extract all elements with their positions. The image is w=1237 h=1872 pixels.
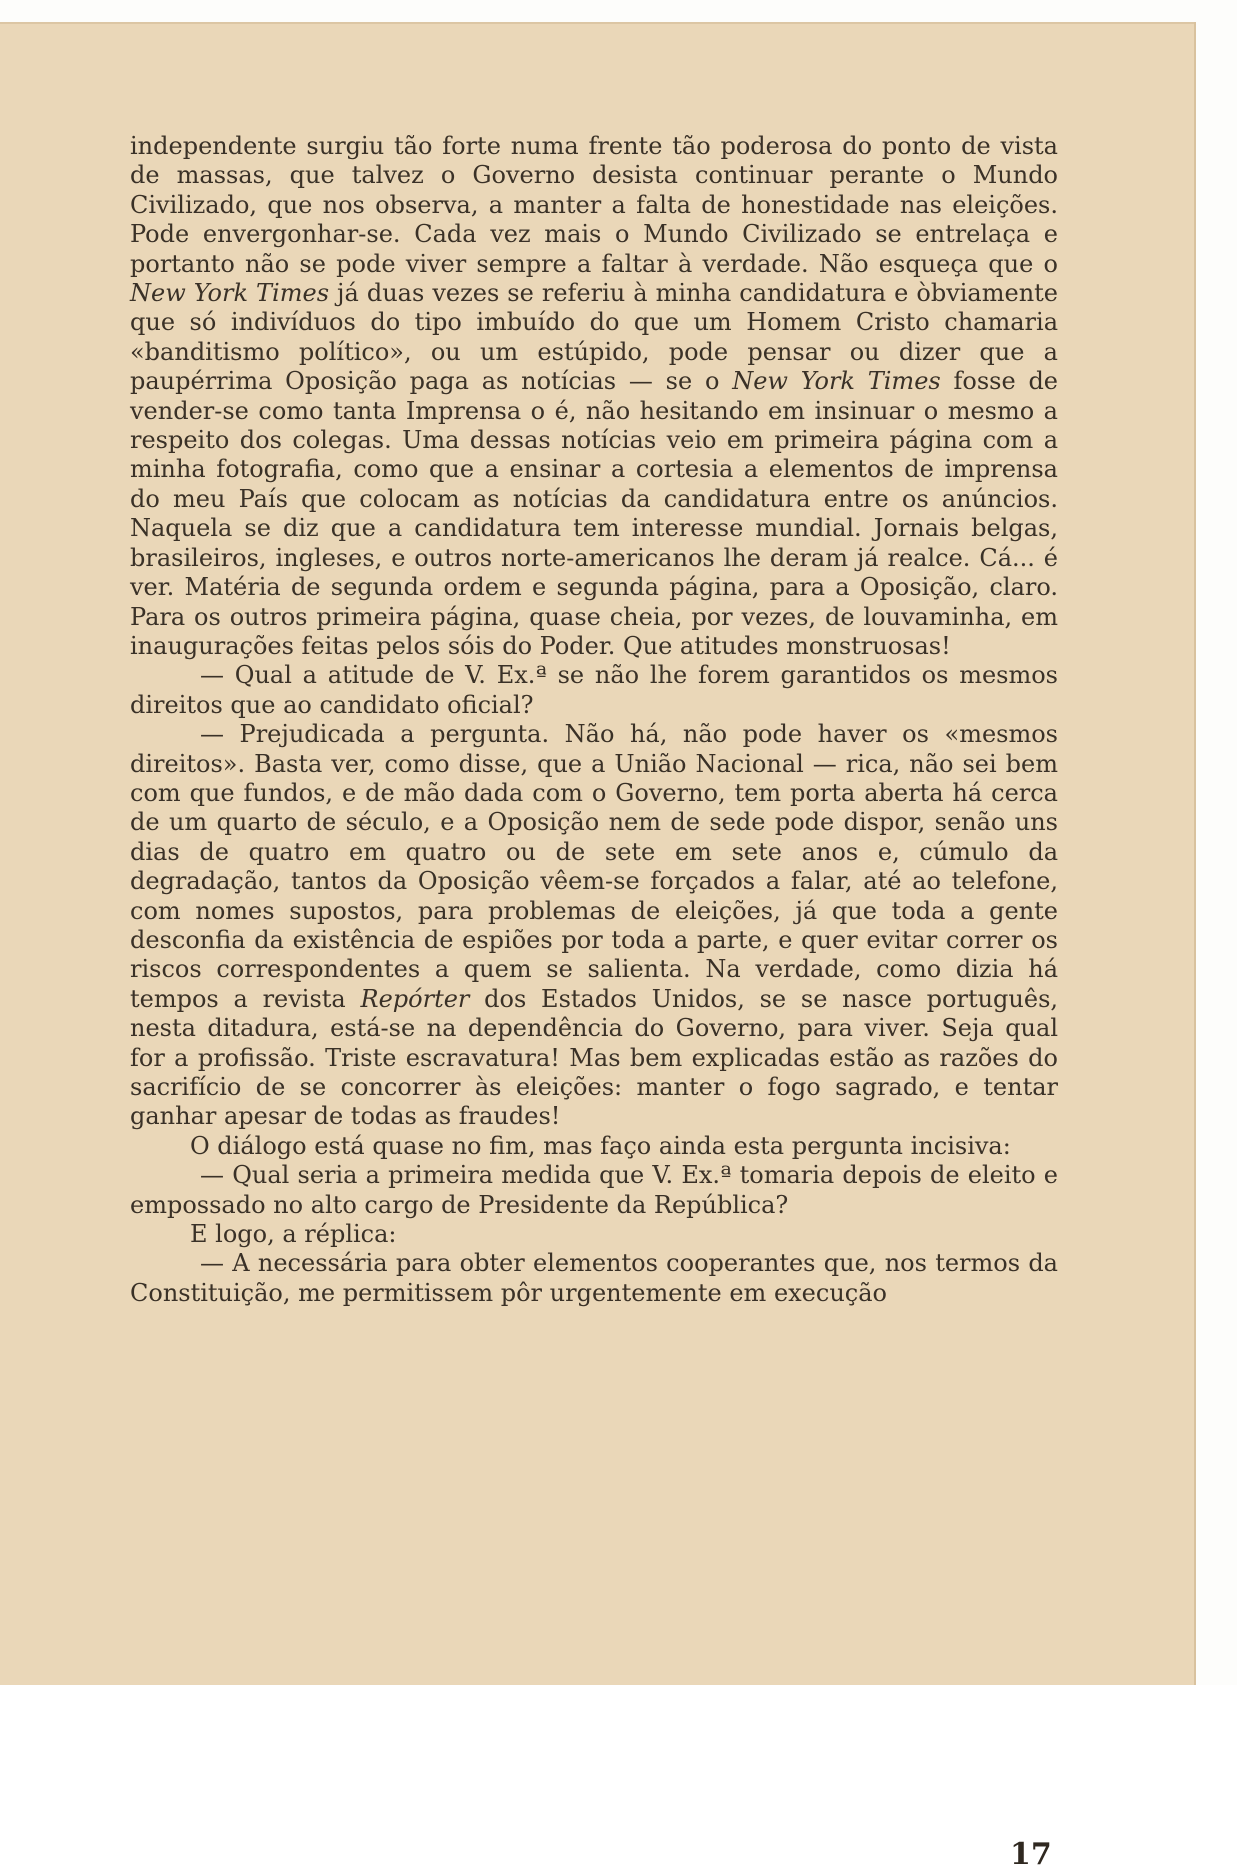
text-segment: — Qual a atitude de V. Ex.ª se não lhe forem garantidos os mesmos direitos que ao candidato oficial? (130, 661, 1058, 719)
text-segment: — A necessária para obter elementos cooperantes que, nos termos da Constituição, me permitissem pôr urgentemente em execução (130, 1249, 1058, 1307)
paragraph-answer-rights (130, 720, 1058, 1132)
text-segment: dos Estados Unidos, se se nasce português, nesta ditadura, está-se na dependência do Governo, para viver. Seja qual for a profissão. Triste escravatura! Mas bem explicadas estão as razões do sacrifício de se concorrer às eleições: manter o fogo sagrado, e tentar ganhar apesar de todas as fraudes! (130, 984, 1059, 1131)
paragraph-question-first-measure (130, 1161, 1058, 1220)
text-segment: — Qual seria a primeira medida que V. Ex.ª tomaria depois de eleito e empossado no alto cargo de Presidente da República? (130, 1161, 1058, 1219)
italic-title-text: New York Times (732, 367, 941, 396)
paragraph-reply-intro (130, 1220, 1058, 1249)
italic-title-text: New York Times (130, 279, 330, 308)
text-segment: O diálogo está quase no fim, mas faço ainda esta pergunta incisiva: (190, 1131, 1011, 1160)
paragraph-question-rights (130, 661, 1058, 720)
book-page (0, 22, 1196, 1872)
page-body-text (130, 132, 1058, 1308)
paragraph-dialogue-end (130, 1132, 1058, 1161)
italic-title-text: Repórter (360, 984, 470, 1013)
text-segment: fosse de vender-se como tanta Imprensa o é, não hesitando em insinuar o mesmo a respeito dos colegas. Uma dessas notícias veio em primeira página com a minha fotografia, como que a ensinar a cortesia a elementos de imprensa do meu País que colocam as notícias da candidatura entre os anúncios. Naquela se diz que a candidatura tem interesse mundial. Jornais belgas, brasileiros, ingleses, e outros norte-americanos lhe deram já realce. Cá... é ver. Matéria de segunda ordem e segunda página, para a Oposição, claro. Para os outros primeira página, quase cheia, por vezes, de louvaminha, em inaugurações feitas pelos sóis do Poder. Que atitudes monstruosas! (130, 367, 1059, 660)
text-segment: independente surgiu tão forte numa frente tão poderosa do ponto de vista de massas, que talvez o Governo desista continuar perante o Mundo Civilizado, que nos observa, a manter a falta de honestidade nas eleições. Pode envergonhar-se. Cada vez mais o Mundo Civilizado se entrelaça e portanto não se pode viver sempre a faltar à verdade. Não esqueça que o (130, 132, 1058, 278)
text-segment: — Prejudicada a pergunta. Não há, não pode haver os «mesmos direitos». Basta ver, como disse, que a União Nacional — rica, não sei bem com que fundos, e de mão dada com o Governo, tem porta aberta há cerca de um quarto de século, e a Oposição nem de sede pode dispor, senão uns dias de quatro em quatro ou de sete em sete anos e, cúmulo da degradação, tantos da Oposição vêem-se forçados a falar, até ao telefone, com nomes supostos, para problemas de eleições, já que toda a gente desconfia da existência de espiões por toda a parte, e quer evitar correr os riscos correspondentes a quem se salienta. Na verdade, como dizia há tempos a revista (130, 720, 1058, 1013)
text-segment: E logo, a réplica: (190, 1220, 397, 1249)
page-number: 17 (1010, 1837, 1052, 1872)
text-segment: já duas vezes se referiu à minha candidatura e òbviamente que só indivíduos do tipo imbuído do que um Homem Cristo chamaria «banditismo político», ou um estúpido, pode pensar ou dizer que a paupérrima Oposição paga as notícias — se o (130, 279, 1059, 396)
paragraph-candidature-press (130, 132, 1058, 661)
paragraph-answer-first-measure (130, 1249, 1058, 1308)
